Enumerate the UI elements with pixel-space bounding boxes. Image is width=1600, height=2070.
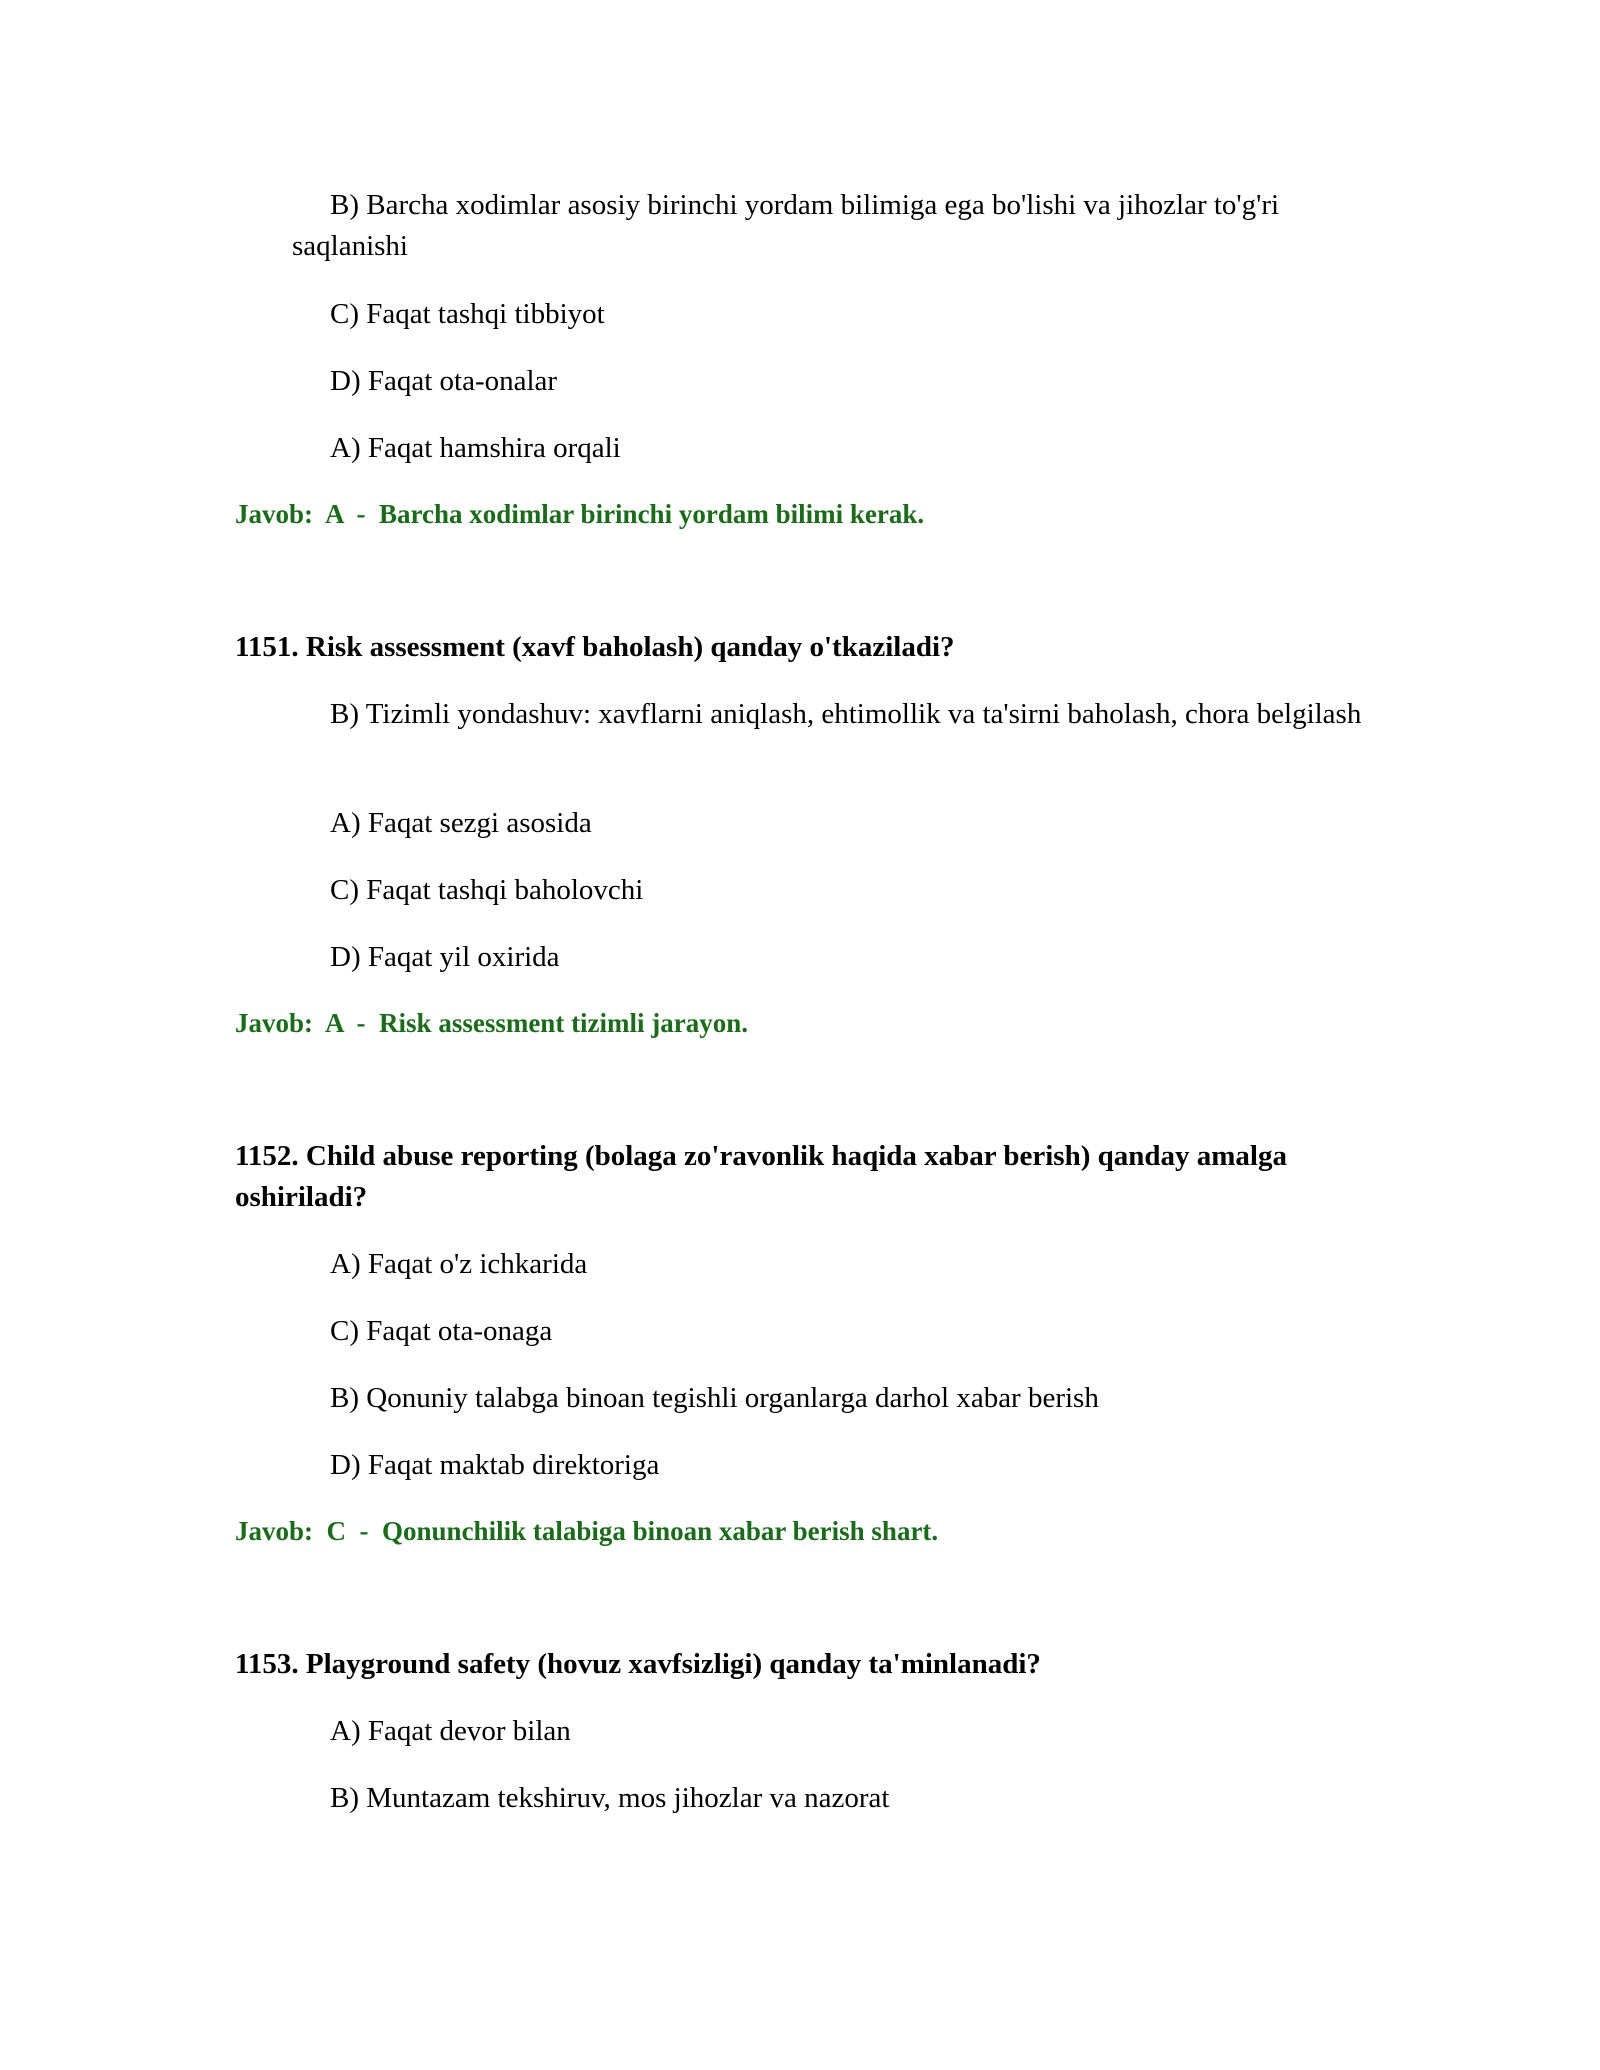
- option-a: A) Faqat hamshira orqali: [330, 432, 621, 464]
- option-c: C) Faqat ota-onaga: [330, 1315, 553, 1347]
- question-number: 1151.: [235, 631, 299, 663]
- answer-separator: -: [356, 1008, 366, 1038]
- option-d: D) Faqat maktab direktoriga: [330, 1449, 660, 1481]
- option-d: D) Faqat ota-onalar: [330, 365, 558, 397]
- answer-letter: C: [326, 1516, 347, 1546]
- option-b: B) Qonuniy talabga binoan tegishli organlarga darhol xabar berish: [330, 1382, 1099, 1414]
- option-a: A) Faqat o'z ichkarida: [330, 1248, 588, 1280]
- answer-letter: A: [325, 499, 344, 529]
- question-title: [235, 627, 1355, 668]
- option-b: B) Barcha xodimlar asosiy birinchi yordam bilimiga ega bo'lishi va jihozlar to'g'ri saqlanishi: [292, 189, 1280, 262]
- answer-line: [235, 496, 924, 532]
- question-title: [235, 1644, 1355, 1685]
- question-number: 1153.: [235, 1648, 299, 1680]
- answer-separator: -: [356, 499, 366, 529]
- answer-line: [235, 1005, 748, 1041]
- option-a: A) Faqat sezgi asosida: [330, 807, 592, 839]
- answer-line: [235, 1513, 938, 1549]
- answer-letter: A: [325, 1008, 344, 1038]
- option-b: B) Muntazam tekshiruv, mos jihozlar va nazorat: [330, 1782, 890, 1814]
- option-a: A) Faqat devor bilan: [330, 1715, 571, 1747]
- answer-label: Javob:: [235, 499, 314, 529]
- option-b: B) Tizimli yondashuv: xavflarni aniqlash, ehtimollik va ta'sirni baholash, chora belgilash: [330, 698, 1362, 730]
- answer-explanation: Barcha xodimlar birinchi yordam bilimi kerak.: [379, 499, 925, 529]
- option-c: C) Faqat tashqi tibbiyot: [330, 298, 605, 330]
- answer-label: Javob:: [235, 1516, 314, 1546]
- question-text: Risk assessment (xavf baholash) qanday o'tkaziladi?: [305, 631, 955, 663]
- answer-label: Javob:: [235, 1008, 314, 1038]
- option-d: D) Faqat yil oxirida: [330, 941, 560, 973]
- answer-explanation: Risk assessment tizimli jarayon.: [379, 1008, 749, 1038]
- question-text: Child abuse reporting (bolaga zo'ravonlik haqida xabar berish) qanday amalga oshiriladi?: [235, 1140, 1287, 1213]
- answer-separator: -: [359, 1516, 369, 1546]
- option-c: C) Faqat tashqi baholovchi: [330, 874, 644, 906]
- question-text: Playground safety (hovuz xavfsizligi) qanday ta'minlanadi?: [305, 1648, 1041, 1680]
- question-number: 1152.: [235, 1140, 299, 1172]
- answer-explanation: Qonunchilik talabiga binoan xabar berish shart.: [382, 1516, 939, 1546]
- question-title: [235, 1136, 1355, 1218]
